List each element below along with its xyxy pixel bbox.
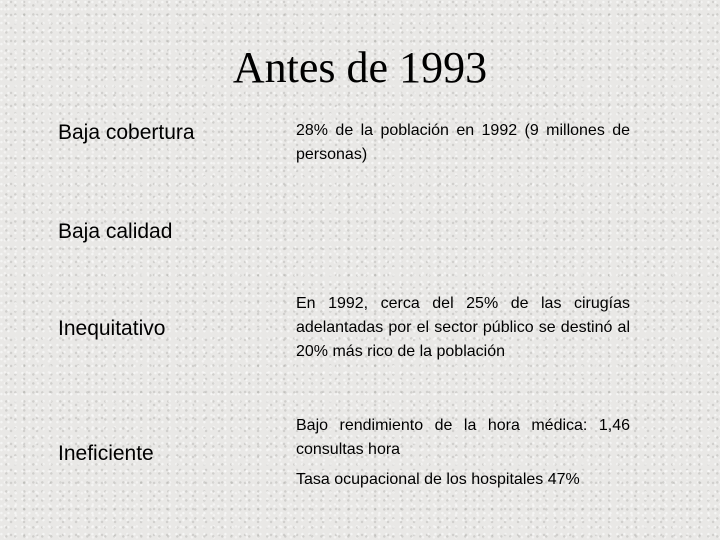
desc-ineficiente-text: Bajo rendimiento de la hora médica: 1,46 consultas hora <box>296 417 630 458</box>
desc-inequitativo <box>296 292 630 364</box>
slide-title: Antes de 1993 <box>232 43 488 92</box>
label-baja-calidad: Baja calidad <box>58 220 173 243</box>
desc-ineficiente <box>296 414 630 492</box>
desc-baja-cobertura <box>296 119 630 167</box>
desc-ineficiente-text-2: Tasa ocupacional de los hospitales 47% <box>296 471 580 488</box>
desc-baja-cobertura-text: 28% de la población en 1992 (9 millones de personas) <box>296 122 630 163</box>
label-inequitativo: Inequitativo <box>58 317 166 340</box>
label-baja-cobertura: Baja cobertura <box>58 121 195 144</box>
desc-inequitativo-text: En 1992, cerca del 25% de las cirugías adelantadas por el sector público se destinó al 20% más rico de la población <box>296 295 630 360</box>
label-ineficiente: Ineficiente <box>58 442 154 465</box>
